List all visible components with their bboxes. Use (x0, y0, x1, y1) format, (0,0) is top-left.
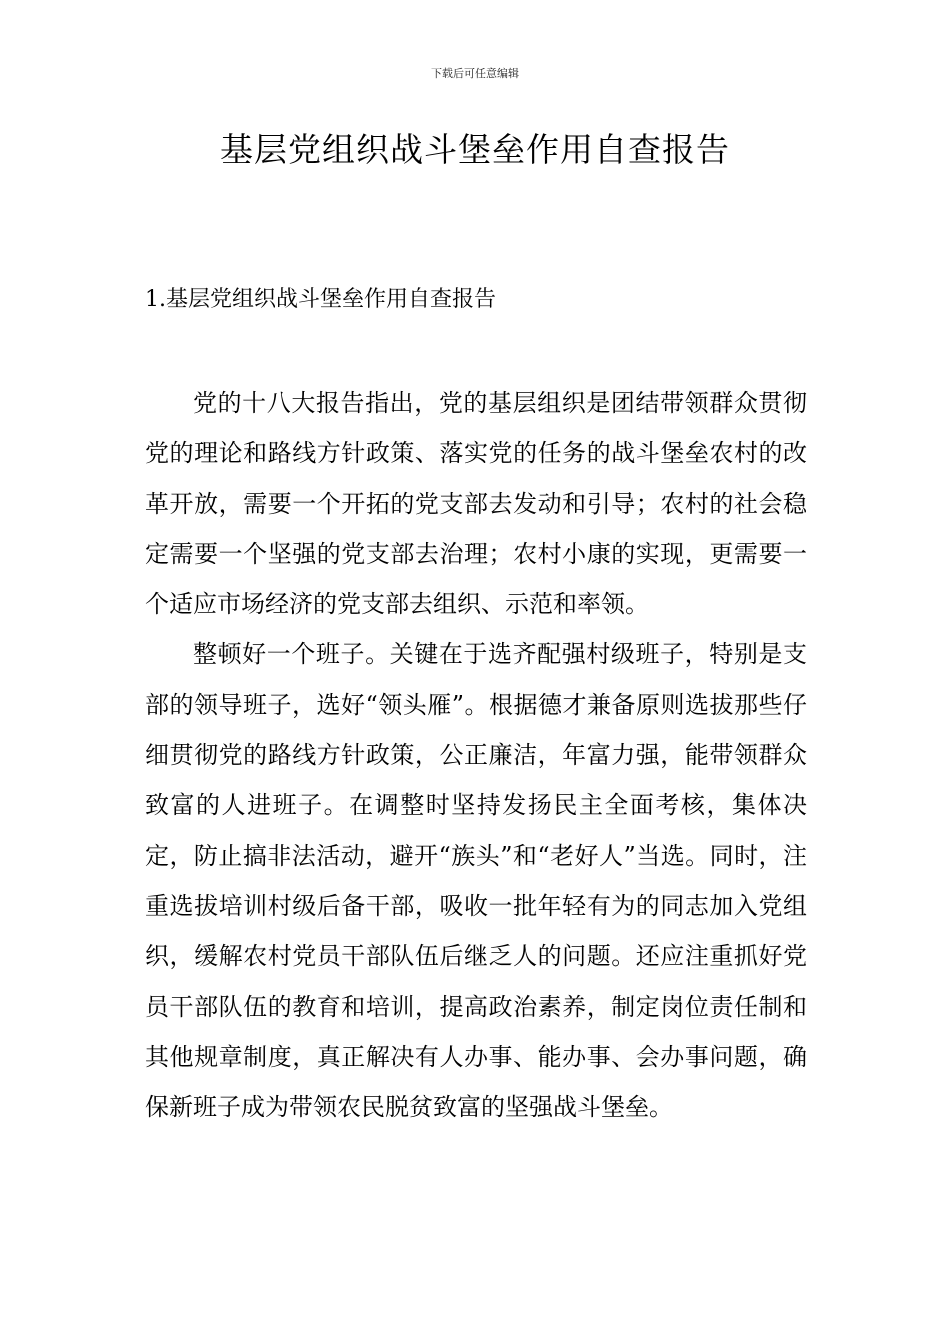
header-note: 下载后可任意编辑 (431, 67, 519, 80)
body-text (145, 378, 807, 1132)
paragraph-1: 党的十八大报告指出，党的基层组织是团结带领群众贯彻党的理论和路线方针政策、落实党的任务的战斗堡垒农村的改革开放，需要一个开拓的党支部去发动和引导；农村的社会稳定需要一个坚强的党支部去治理；农村小康的实现，更需要一个适应市场经济的党支部去组织、示范和率领。 (145, 389, 807, 619)
paragraph-2: 整顿好一个班子。关键在于选齐配强村级班子，特别是支部的领导班子，选好“领头雁”。根据德才兼备原则选拔那些仔细贯彻党的路线方针政策，公正廉洁，年富力强，能带领群众致富的人进班子。在调整时坚持发扬民主全面考核，集体决定，防止搞非法活动，避开“族头”和“老好人”当选。同时，注重选拔培训村级后备干部，吸收一批年轻有为的同志加入党组织，缓解农村党员干部队伍后继乏人的问题。还应注重抓好党员干部队伍的教育和培训，提高政治素养，制定岗位责任制和其他规章制度，真正解决有人办事、能办事、会办事问题，确保新班子成为带领农民脱贫致富的坚强战斗堡垒。 (145, 640, 807, 1122)
document-title: 基层党组织战斗堡垒作用自查报告 (220, 130, 730, 169)
section-heading: 1.基层党组织战斗堡垒作用自查报告 (145, 287, 496, 312)
